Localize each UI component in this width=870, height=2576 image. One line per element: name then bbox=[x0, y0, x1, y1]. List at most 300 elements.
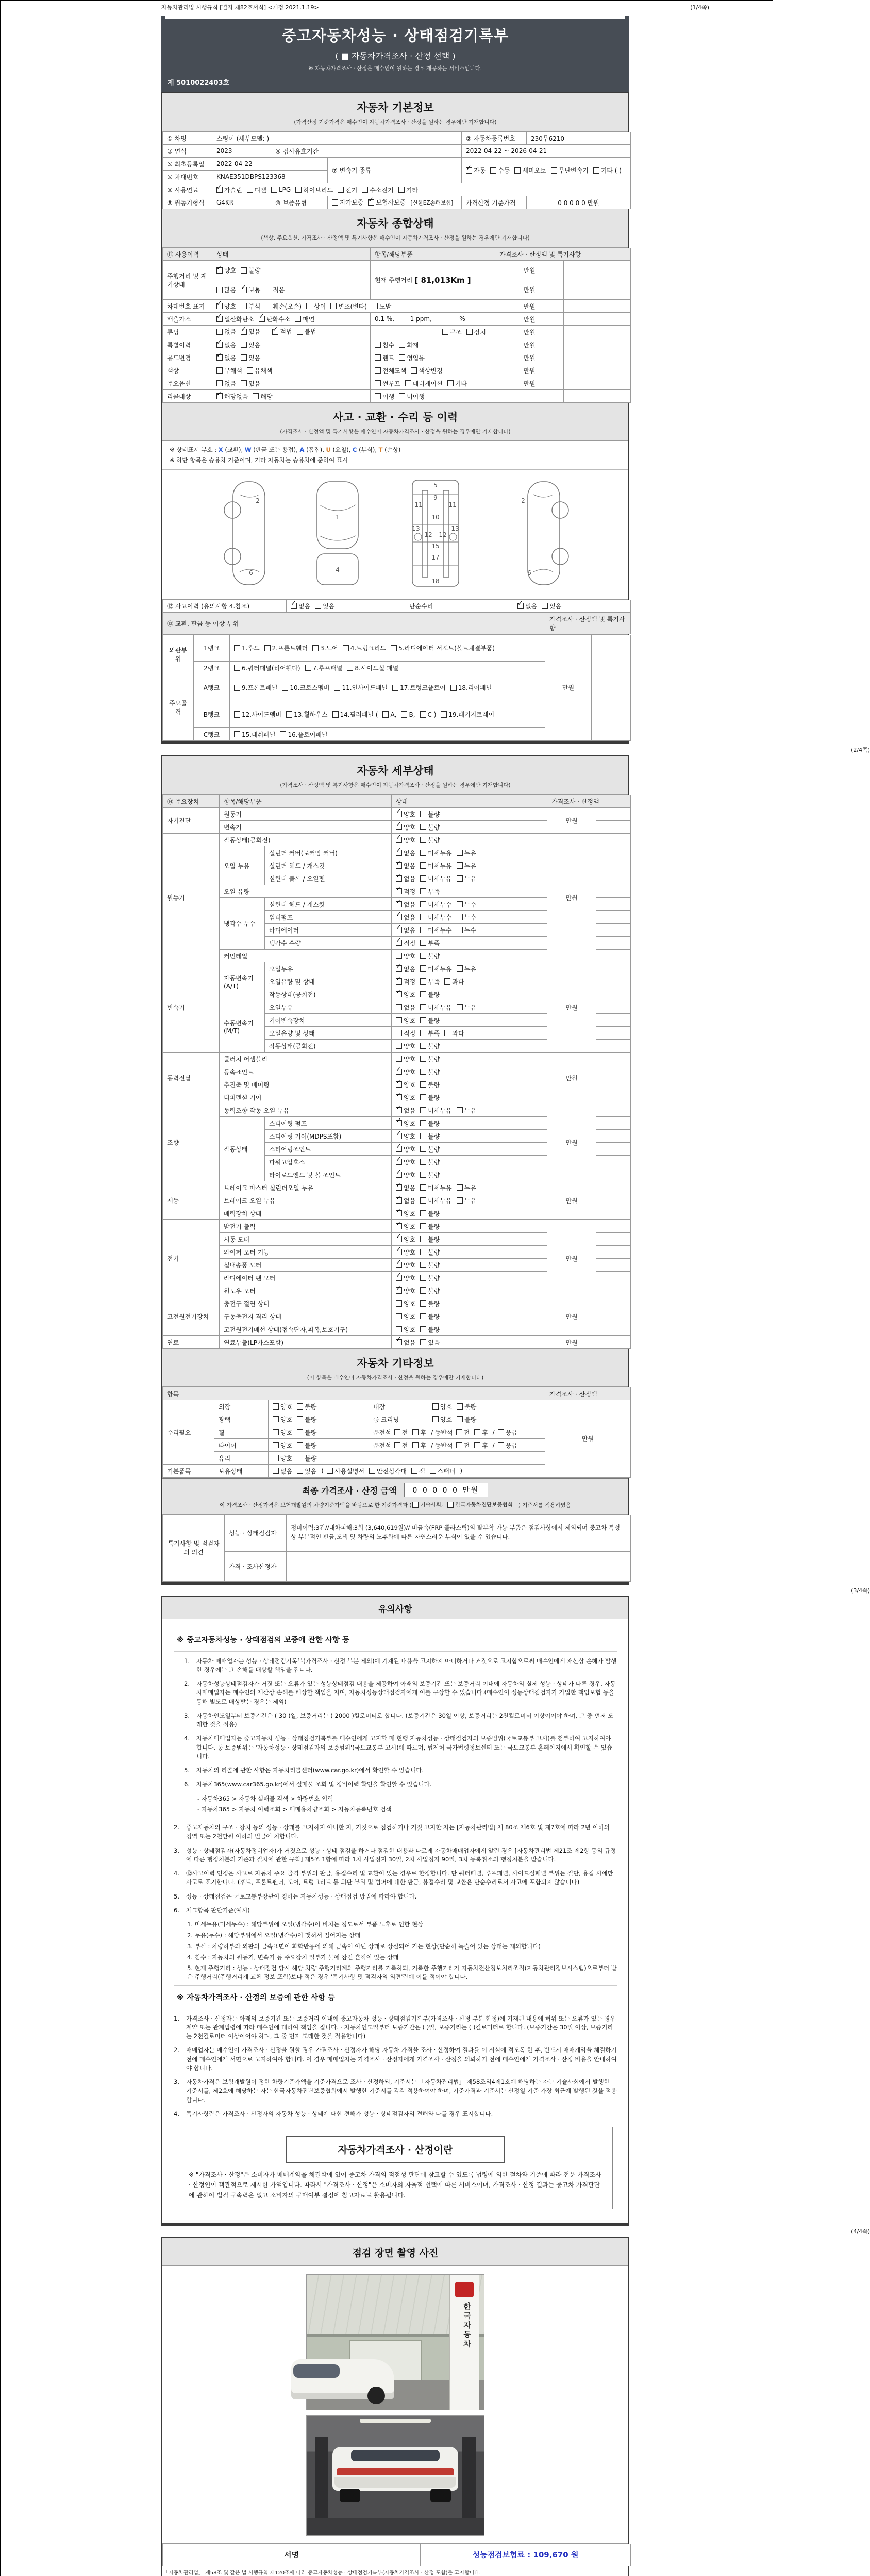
detail-note-cell bbox=[596, 808, 631, 821]
checkbox-checked bbox=[216, 266, 236, 275]
checkbox-checked bbox=[396, 1093, 415, 1102]
checkbox-empty bbox=[295, 185, 333, 194]
checkbox-icon bbox=[420, 1081, 426, 1088]
detail-note-cell bbox=[596, 1323, 631, 1336]
device-group-label: 연료 bbox=[163, 1336, 220, 1349]
checkbox-label: 2.프론트휀더 bbox=[272, 645, 308, 652]
checkbox-label: 불량 bbox=[305, 1454, 317, 1462]
checkbox-label: 없음 bbox=[525, 602, 538, 610]
legend-code-segment: (판금 또는 용접), bbox=[251, 446, 300, 453]
checkbox-label: 없음 bbox=[404, 875, 416, 883]
simple-repair-label: 단순수리 bbox=[405, 600, 513, 613]
detail-subitem-label: 오일유량 및 상태 bbox=[265, 975, 392, 988]
checkbox-label: 누유 bbox=[464, 1184, 476, 1192]
checkbox-icon bbox=[291, 603, 297, 609]
detail-state-checks bbox=[392, 1078, 547, 1091]
document-number: 제 5010022403호 bbox=[168, 79, 230, 87]
warranty-options bbox=[328, 196, 462, 209]
checkbox-icon bbox=[420, 1069, 426, 1075]
checkbox-empty bbox=[420, 1196, 451, 1205]
checkbox-icon bbox=[444, 1030, 450, 1036]
fuel-label: ⑧ 사용연료 bbox=[163, 183, 212, 196]
detail-price-cell: 만원 bbox=[547, 1220, 596, 1297]
emission-state bbox=[212, 313, 371, 326]
usage-label: 용도변경 bbox=[163, 351, 212, 364]
checkbox-empty bbox=[430, 1467, 456, 1476]
checkbox-icon bbox=[457, 875, 463, 882]
checkbox-empty bbox=[392, 683, 446, 692]
notice-item-text: 가격조사 · 산정자는 아래의 보증기간 또는 보증거리 이내에 중고자동차 성능 · 상태점검기록부(가격조사 · 산정 부분 한정)에 기재된 내용에 허위 또는 오류가 있는 경우 계약 또는 관계법령에 따라 매수인에 대하여 책임을 집니다. · 자동차인도일부터 보증기간은 ( )일, 보증거리는 ( )킬로미터로 합니다. (보증기간은 30일 이상, 보증거리는 2천킬로미터 이상이어야 하며, 그 중 먼저 도래한 것을 적용합니다) bbox=[186, 2014, 616, 2040]
checkbox-icon bbox=[394, 1442, 400, 1448]
checkbox-empty bbox=[216, 379, 236, 388]
checkbox-icon bbox=[517, 603, 524, 609]
detail-item-label: 브레이크 오일 누유 bbox=[220, 1194, 392, 1207]
checkbox-icon bbox=[234, 685, 240, 691]
notice-item-number: 1. bbox=[184, 1657, 190, 1665]
notice-item-number: 2. bbox=[174, 1824, 179, 1832]
detail-note-cell bbox=[596, 975, 631, 988]
checkbox-icon bbox=[420, 1249, 426, 1255]
checkbox-label: 미세누수 bbox=[428, 926, 452, 934]
detail-item-label: 변속기 bbox=[220, 821, 392, 834]
checkbox-label: 있음 bbox=[248, 328, 261, 336]
checkbox-icon bbox=[466, 329, 473, 335]
legend-code-segment: A bbox=[299, 446, 305, 453]
checkbox-icon bbox=[420, 850, 426, 856]
mileage-price-2: 만원 bbox=[495, 280, 564, 300]
checkbox-checked bbox=[396, 1145, 415, 1154]
checkbox-empty bbox=[420, 1016, 440, 1025]
checkbox-label: 양호 bbox=[440, 1403, 453, 1411]
detail-item-label: 오일 유량 bbox=[220, 885, 392, 898]
notice-s1-title: ※ 중고자동차성능 · 상태점검의 보증에 관한 사항 등 bbox=[174, 1628, 617, 1652]
checkbox-icon bbox=[396, 850, 402, 856]
checkbox-label: 불량 bbox=[428, 823, 440, 831]
mileage-price-1: 만원 bbox=[495, 261, 564, 280]
legend-code-segment: T bbox=[378, 446, 383, 453]
checkbox-empty bbox=[334, 683, 388, 692]
checkbox-label: 양호 bbox=[404, 1248, 416, 1256]
checkbox-label: 미세누유 bbox=[428, 875, 452, 883]
notice-body bbox=[162, 1619, 628, 2223]
photo2-taillight-bar bbox=[337, 2468, 454, 2475]
checkbox-icon bbox=[420, 1133, 426, 1139]
checkbox-icon bbox=[457, 1107, 463, 1113]
basic-info-subtitle: (가격산정 기준가격은 매수인이 자동차가격조사 · 산정을 원하는 경우에만 기재합니다) bbox=[294, 119, 497, 125]
checkbox-empty bbox=[420, 1235, 440, 1244]
checkbox-label: 양호 bbox=[404, 1287, 416, 1295]
option-part bbox=[371, 377, 495, 390]
checkbox-icon bbox=[420, 1030, 426, 1036]
checkbox-label: 없음 bbox=[404, 1004, 416, 1011]
checkbox-label: 18.리어패널 bbox=[458, 684, 492, 692]
notice-subitem: 1. 미세누유(미세누수) : 해당부위에 오일(냉각수)이 비치는 정도로서 부품 노후로 인한 현상 bbox=[187, 1921, 424, 1928]
checkbox-empty bbox=[420, 1209, 440, 1218]
checkbox-label: 적정 bbox=[404, 978, 416, 986]
checkbox-label: 부족 bbox=[428, 1029, 440, 1037]
checkbox-empty bbox=[216, 285, 236, 294]
checkbox-label: 없음 bbox=[224, 380, 237, 387]
photos-band bbox=[162, 2238, 628, 2266]
inline-text: ( bbox=[321, 1467, 324, 1475]
checkbox-label: 없음 bbox=[224, 354, 237, 362]
checkbox-empty bbox=[447, 379, 467, 388]
checkbox-empty bbox=[420, 1042, 440, 1050]
notice-item-number: 3. bbox=[174, 1846, 179, 1854]
checkbox-empty bbox=[338, 185, 357, 194]
detail-state-checks bbox=[392, 846, 547, 859]
overall-band bbox=[162, 209, 628, 247]
checkbox-checked bbox=[259, 315, 290, 324]
detail-subitem-label: 실린더 커버(로커암 커버) bbox=[265, 846, 392, 859]
detail-note-cell bbox=[596, 1259, 631, 1272]
document-subtitle: ( ■ 자동차가격조사 · 산정 선택 ) bbox=[335, 51, 456, 61]
checkbox-empty bbox=[457, 1183, 476, 1192]
checkbox-icon bbox=[498, 1429, 504, 1435]
checkbox-empty bbox=[420, 1248, 440, 1257]
detail-note-cell bbox=[596, 1001, 631, 1014]
checkbox-label: 누유 bbox=[464, 875, 476, 883]
detail-state-checks bbox=[392, 1246, 547, 1259]
checkbox-label: LPG bbox=[278, 186, 291, 193]
checkbox-empty bbox=[412, 1441, 426, 1450]
checkbox-icon bbox=[420, 914, 426, 920]
device-group-label: 변속기 bbox=[163, 962, 220, 1053]
recall-note bbox=[564, 390, 631, 403]
detail-item-label: 발전기 출력 bbox=[220, 1220, 392, 1233]
detail-state-checks bbox=[392, 1336, 547, 1349]
glass-label: 유리 bbox=[214, 1452, 269, 1465]
device-group-label: 전기 bbox=[163, 1220, 220, 1297]
checkbox-icon bbox=[265, 287, 271, 293]
checkbox-empty bbox=[273, 1454, 292, 1463]
checkbox-empty bbox=[444, 977, 464, 986]
accident-history-checks bbox=[287, 600, 405, 613]
checkbox-icon bbox=[396, 1339, 402, 1345]
checkbox-checked bbox=[396, 939, 415, 947]
notice-item-number: 6. bbox=[174, 1906, 179, 1914]
checkbox-empty bbox=[420, 823, 440, 832]
checkbox-label: 있음 bbox=[305, 1467, 317, 1475]
tuning-part bbox=[371, 326, 495, 338]
checkbox-label: 매연 bbox=[303, 315, 315, 323]
extra-band bbox=[162, 1349, 628, 1387]
checkbox-label: 잭 bbox=[419, 1467, 425, 1475]
notice-item-text: 자동차매매업자는 중고자동차 성능 · 상태점검기록부를 매수인에게 고지할 때 현행 자동차성능 · 상태점검자의 보증범위(국토교통부 고시)를 첨부하여 고지하여야 합니다. 동 보증범위는 '자동차성능 · 상태점검자의 보증범위'(국토교통부 고시)에 따르며, 법제처 국가법령정보센터 또는 국토교통부 홈페이지에서 확인할 수 있습니다. bbox=[196, 1735, 612, 1760]
checkbox-icon bbox=[396, 927, 402, 933]
interior-checks bbox=[428, 1400, 545, 1413]
checkbox-label: 없음 bbox=[404, 926, 416, 934]
checkbox-empty bbox=[234, 710, 281, 719]
detail-state-checks bbox=[392, 1040, 547, 1053]
overall-subtitle: (색상, 주요옵션, 가격조사 · 산정액 및 특기사항은 매수인이 자동차가격조사 · 산정을 원하는 경우에만 기재합니다) bbox=[261, 235, 530, 241]
final-note-checks bbox=[412, 1501, 517, 1510]
checkbox-empty bbox=[286, 710, 327, 719]
checkbox-empty bbox=[273, 1467, 292, 1476]
checkbox-icon bbox=[457, 914, 463, 920]
checkbox-icon bbox=[396, 1159, 402, 1165]
checkbox-icon bbox=[447, 380, 454, 386]
mileage-part-label: 현재 주행거리 bbox=[375, 277, 413, 284]
checkbox-icon bbox=[241, 303, 247, 309]
diagram-panel-number: 9 bbox=[433, 494, 438, 502]
detail-state-checks bbox=[392, 834, 547, 846]
checkbox-label: 불량 bbox=[428, 1132, 440, 1140]
checkbox-label: 후 bbox=[420, 1442, 426, 1449]
wheel-checks bbox=[269, 1426, 369, 1439]
checkbox-label: 양호 bbox=[404, 1300, 416, 1308]
checkbox-icon bbox=[330, 303, 337, 309]
checkbox-icon bbox=[457, 965, 463, 972]
checkbox-empty bbox=[241, 266, 260, 275]
checkbox-icon bbox=[315, 603, 321, 609]
opinion-inspector-text: 정비이력:3건//내차피해:3회 (3,640,619원)// 비금속(FRP 플라스틱)의 탈부착 가능 부품은 점검사항에서 제외되며 중고차 특성 상 부분적인 판금,도색 및 차량의 노후화에 따른 자연스러운 부식이 있을 수 있습니다. bbox=[287, 1515, 631, 1552]
checkbox-label: 불량 bbox=[428, 1081, 440, 1089]
checkbox-empty bbox=[442, 328, 462, 336]
device-group-label: 동력전달 bbox=[163, 1053, 220, 1104]
checkbox-label: 미세누수 bbox=[428, 913, 452, 921]
checkbox-label: 15.대쉬패널 bbox=[242, 731, 276, 738]
checkbox-empty bbox=[456, 1441, 470, 1450]
checkbox-icon bbox=[420, 1236, 426, 1242]
rankA-options bbox=[230, 674, 545, 701]
checkbox-empty bbox=[457, 849, 476, 857]
detail-subitem-label: 작동상태(공회전) bbox=[265, 1040, 392, 1053]
tuning-checks bbox=[216, 327, 265, 336]
detail-note-cell bbox=[596, 1091, 631, 1104]
transmission-options bbox=[462, 158, 631, 183]
checkbox-empty bbox=[297, 1428, 316, 1437]
checkbox-empty bbox=[432, 1402, 452, 1411]
detail-item-label: 배력장치 상태 bbox=[220, 1207, 392, 1220]
accident-history-label: ⑫ 사고이력 (유의사항 4.참조) bbox=[163, 600, 287, 613]
notice-subitem: 4. 침수 : 자동차의 원동기, 변속기 등 주요장치 일부가 물에 잠긴 흔적이 있는 상태 bbox=[187, 1953, 399, 1961]
checkbox-empty bbox=[420, 1171, 440, 1179]
detail-price-cell: 만원 bbox=[547, 1297, 596, 1336]
checkbox-label: 7.루프패널 bbox=[312, 664, 343, 672]
checkbox-label: 네비게이션 bbox=[412, 380, 443, 387]
car-name-value: 스팅어 (세부모델: ) bbox=[212, 132, 462, 145]
notice-subitem: 2. 누유(누수) : 해당부위에서 오일(냉각수)이 맺혀서 떨어지는 상태 bbox=[187, 1931, 361, 1939]
checkbox-label: 4.트렁크리드 bbox=[350, 645, 387, 652]
checkbox-icon bbox=[396, 1094, 402, 1100]
basic-info-band bbox=[162, 93, 628, 131]
checkbox-label: 없음 bbox=[404, 1184, 416, 1192]
checkbox-label: 불량 bbox=[428, 1068, 440, 1076]
detail-note-cell bbox=[596, 834, 631, 846]
checkbox-label: 양호 bbox=[404, 836, 416, 844]
checkbox-empty bbox=[271, 186, 291, 193]
checkbox-label: 많음 bbox=[224, 286, 237, 294]
base-price-label: 가격산정 기준가격 bbox=[462, 196, 527, 209]
checkbox-icon bbox=[396, 1210, 402, 1216]
photo2-ceiling-light bbox=[360, 2419, 431, 2423]
detail-subitem-label: 라디에이터 bbox=[265, 924, 392, 937]
polish-label: 광택 bbox=[214, 1413, 269, 1426]
special-label: 특별이력 bbox=[163, 338, 212, 351]
checkbox-empty bbox=[457, 964, 476, 973]
checkbox-icon bbox=[273, 1442, 279, 1448]
diagram-panel-number: 2 bbox=[521, 497, 525, 505]
detail-note-cell bbox=[596, 1156, 631, 1168]
checkbox-icon bbox=[420, 1120, 426, 1126]
checkbox-empty bbox=[420, 952, 440, 960]
opinion-inspector-label: 성능 · 상태점검자 bbox=[225, 1515, 287, 1552]
accident-title: 사고 · 교환 · 수리 등 이력 bbox=[332, 411, 458, 423]
checkbox-icon bbox=[420, 1287, 426, 1294]
checkbox-icon bbox=[338, 187, 344, 193]
legend-code-segment: U bbox=[326, 446, 331, 453]
checkbox-label: 양호 bbox=[404, 1120, 416, 1127]
checkbox-label: 없음 bbox=[224, 341, 237, 349]
checkbox-empty bbox=[420, 1067, 440, 1076]
checkbox-empty bbox=[420, 1093, 440, 1102]
checkbox-label: 양호 bbox=[404, 1326, 416, 1333]
checkbox-empty bbox=[264, 643, 308, 652]
checkbox-label: 양호 bbox=[404, 1261, 416, 1269]
checkbox-label: 불량 bbox=[305, 1442, 317, 1449]
checkbox-icon bbox=[375, 393, 381, 399]
warranty-checks bbox=[332, 198, 410, 207]
detail-subitem-label: 스티어링 기어(MDPS포함) bbox=[265, 1130, 392, 1143]
checkbox-empty bbox=[297, 1415, 316, 1424]
option-label: 주요옵션 bbox=[163, 377, 212, 390]
detail-item-label: 냉각수 누수 bbox=[220, 898, 265, 950]
checkbox-label: 누수 bbox=[464, 926, 476, 934]
notice-item bbox=[174, 2078, 617, 2105]
detail-item-label: 브레이크 마스터 실린더오일 누유 bbox=[220, 1181, 392, 1194]
checkbox-empty bbox=[420, 836, 440, 844]
hold-state-label: 보유상태 bbox=[214, 1465, 269, 1478]
tuning-note bbox=[564, 326, 631, 338]
notice-item-text: 성능 · 상태점검은 국토교통부장관이 정하는 자동차성능 · 상태점검 방법에 따라야 합니다. bbox=[186, 1892, 417, 1900]
checkbox-icon bbox=[396, 965, 402, 972]
checkbox-label: 있음 bbox=[549, 602, 562, 610]
final-price-band bbox=[162, 1478, 628, 1514]
checkbox-label: 썬루프 bbox=[382, 380, 400, 387]
signature-label: 서명 bbox=[163, 2544, 421, 2566]
engine-type-label: ⑨ 원동기형식 bbox=[163, 196, 212, 209]
checkbox-empty bbox=[420, 1286, 440, 1295]
checkbox-empty bbox=[253, 392, 272, 401]
checkbox-icon bbox=[412, 1502, 419, 1508]
checkbox-label: 미세누유 bbox=[428, 849, 452, 857]
car-name-label: ① 차명 bbox=[163, 132, 212, 145]
checkbox-label: 불량 bbox=[428, 1223, 440, 1230]
checkbox-label: 8.사이드실 패널 bbox=[355, 664, 399, 672]
inspection-label: ④ 검사유효기간 bbox=[271, 145, 462, 158]
exchange-header-row bbox=[162, 613, 628, 634]
detail-state-checks bbox=[392, 1220, 547, 1233]
tuning-state bbox=[212, 326, 371, 338]
checkbox-label: 불량 bbox=[428, 1016, 440, 1024]
checkbox-icon bbox=[247, 187, 253, 193]
checkbox-label: 없음 bbox=[404, 849, 416, 857]
page4-box bbox=[161, 2237, 629, 2576]
checkbox-label: 불량 bbox=[428, 1042, 440, 1050]
checkbox-empty bbox=[420, 1299, 440, 1308]
checkbox-label: 양호 bbox=[404, 1094, 416, 1101]
checkbox-label: 누유 bbox=[464, 1107, 476, 1114]
checkbox-icon bbox=[347, 665, 353, 671]
notice-item-number: 5. bbox=[174, 1892, 179, 1900]
checkbox-label: 무단변속기 bbox=[558, 167, 589, 174]
checkbox-label: 없음 bbox=[404, 1107, 416, 1114]
detail-note-cell bbox=[596, 1220, 631, 1233]
checkbox-icon bbox=[420, 824, 426, 830]
notice-item-text: 자동차가격은 보험개발원이 정한 차량기준가액을 기준가격으로 조사 · 산정하되, 기준서는 「자동차관리법」 제58조의4제1호에 해당하는 자는 기술사회에서 발행한 기준서를, 제2호에 해당하는 자는 한국자동차진단보증협회에서 발행한 기준서를 각각 적용하여야 하며, 기준가격과 기준서는 산정일 기준 가장 최근에 발행된 것을 적용합니다. bbox=[186, 2078, 617, 2104]
checkbox-empty bbox=[265, 302, 302, 311]
detail-band bbox=[162, 756, 628, 794]
checkbox-icon bbox=[216, 303, 223, 309]
checkbox-empty bbox=[343, 643, 386, 652]
checkbox-icon bbox=[457, 1416, 463, 1422]
checkbox-empty bbox=[593, 166, 622, 175]
checkbox-icon bbox=[297, 1429, 303, 1435]
checkbox-empty bbox=[297, 1441, 316, 1450]
photo2-tire-left bbox=[340, 2489, 360, 2502]
signature-note-1: 「자동차관리법」 제58조 및 같은 법 시행규칙 제120조에 따라 중고자동차성능 · 상태점검기록부(자동차가격조사 · 산정 포함)를 고지합니다. bbox=[163, 2570, 481, 2576]
checkbox-checked bbox=[396, 1119, 415, 1128]
photo2-bumper bbox=[334, 2477, 456, 2488]
device-group-label: 자기진단 bbox=[163, 808, 220, 834]
checkbox-empty bbox=[280, 730, 327, 739]
detail-note-cell bbox=[596, 885, 631, 898]
checkbox-icon bbox=[399, 354, 405, 361]
rankB-options bbox=[230, 701, 545, 728]
checkbox-label: 디젤 bbox=[254, 186, 266, 194]
year-label: ③ 연식 bbox=[163, 145, 212, 158]
checkbox-label: 없음 bbox=[224, 328, 237, 336]
checkbox-icon bbox=[396, 1275, 402, 1281]
interior-label: 내장 bbox=[369, 1400, 428, 1413]
checkbox-empty bbox=[375, 379, 400, 388]
notice-item bbox=[174, 1823, 617, 1841]
mileage-note bbox=[564, 261, 631, 300]
checkbox-label: 없음 bbox=[404, 913, 416, 921]
checkbox-icon bbox=[369, 1468, 375, 1474]
detail-item-label: 연료누출(LP가스포함) bbox=[220, 1336, 392, 1349]
checkbox-empty bbox=[297, 1467, 316, 1476]
legend-code-segment: C bbox=[353, 446, 357, 453]
checkbox-label: 없음 bbox=[404, 862, 416, 870]
checkbox-icon bbox=[420, 1275, 426, 1281]
color-label: 색상 bbox=[163, 364, 212, 377]
checkbox-label: 자가보증 bbox=[340, 199, 364, 207]
checkbox-label: 불량 bbox=[428, 1300, 440, 1308]
notice-subitem: 5. 현재 주행거리 : 성능 · 상태점검 당시 해당 차량 주행거리계의 주행거리를 기록하되, 기록한 주행거리가 자동차전산정보처리조직(자동차관리정보시스템)으로부터 받은 주행거리(주행거리계 교체 정보 포함)보다 적은 경우 '특기사항 및 점검자의 의견'란에 이를 적어야 합니다. bbox=[187, 1964, 617, 1981]
basic-items-label: 기본품목 bbox=[163, 1465, 214, 1478]
checkbox-label: 누유 bbox=[464, 1004, 476, 1011]
diagram-panel-number: 10 bbox=[431, 514, 440, 521]
checkbox-label: 자동 bbox=[474, 167, 486, 174]
notice-s1-list bbox=[174, 1657, 617, 1815]
detail-item-label: 동력조향 작동 오일 누유 bbox=[220, 1104, 392, 1117]
notice-item bbox=[184, 1766, 617, 1775]
polish-checks bbox=[269, 1413, 369, 1426]
checkbox-label: 있음 bbox=[248, 354, 261, 362]
inline-text: / 동반석 bbox=[430, 1429, 453, 1436]
checkbox-label: 불량 bbox=[428, 1326, 440, 1333]
checkbox-icon bbox=[392, 685, 398, 691]
checkbox-checked bbox=[396, 1183, 415, 1192]
checkbox-label: 이행 bbox=[382, 393, 395, 400]
checkbox-label: 과다 bbox=[452, 978, 464, 986]
checkbox-label: 불량 bbox=[428, 991, 440, 998]
detail-item-label: 작동상태(공회전) bbox=[220, 834, 392, 846]
checkbox-icon bbox=[412, 1442, 419, 1448]
checkbox-icon bbox=[382, 711, 389, 718]
